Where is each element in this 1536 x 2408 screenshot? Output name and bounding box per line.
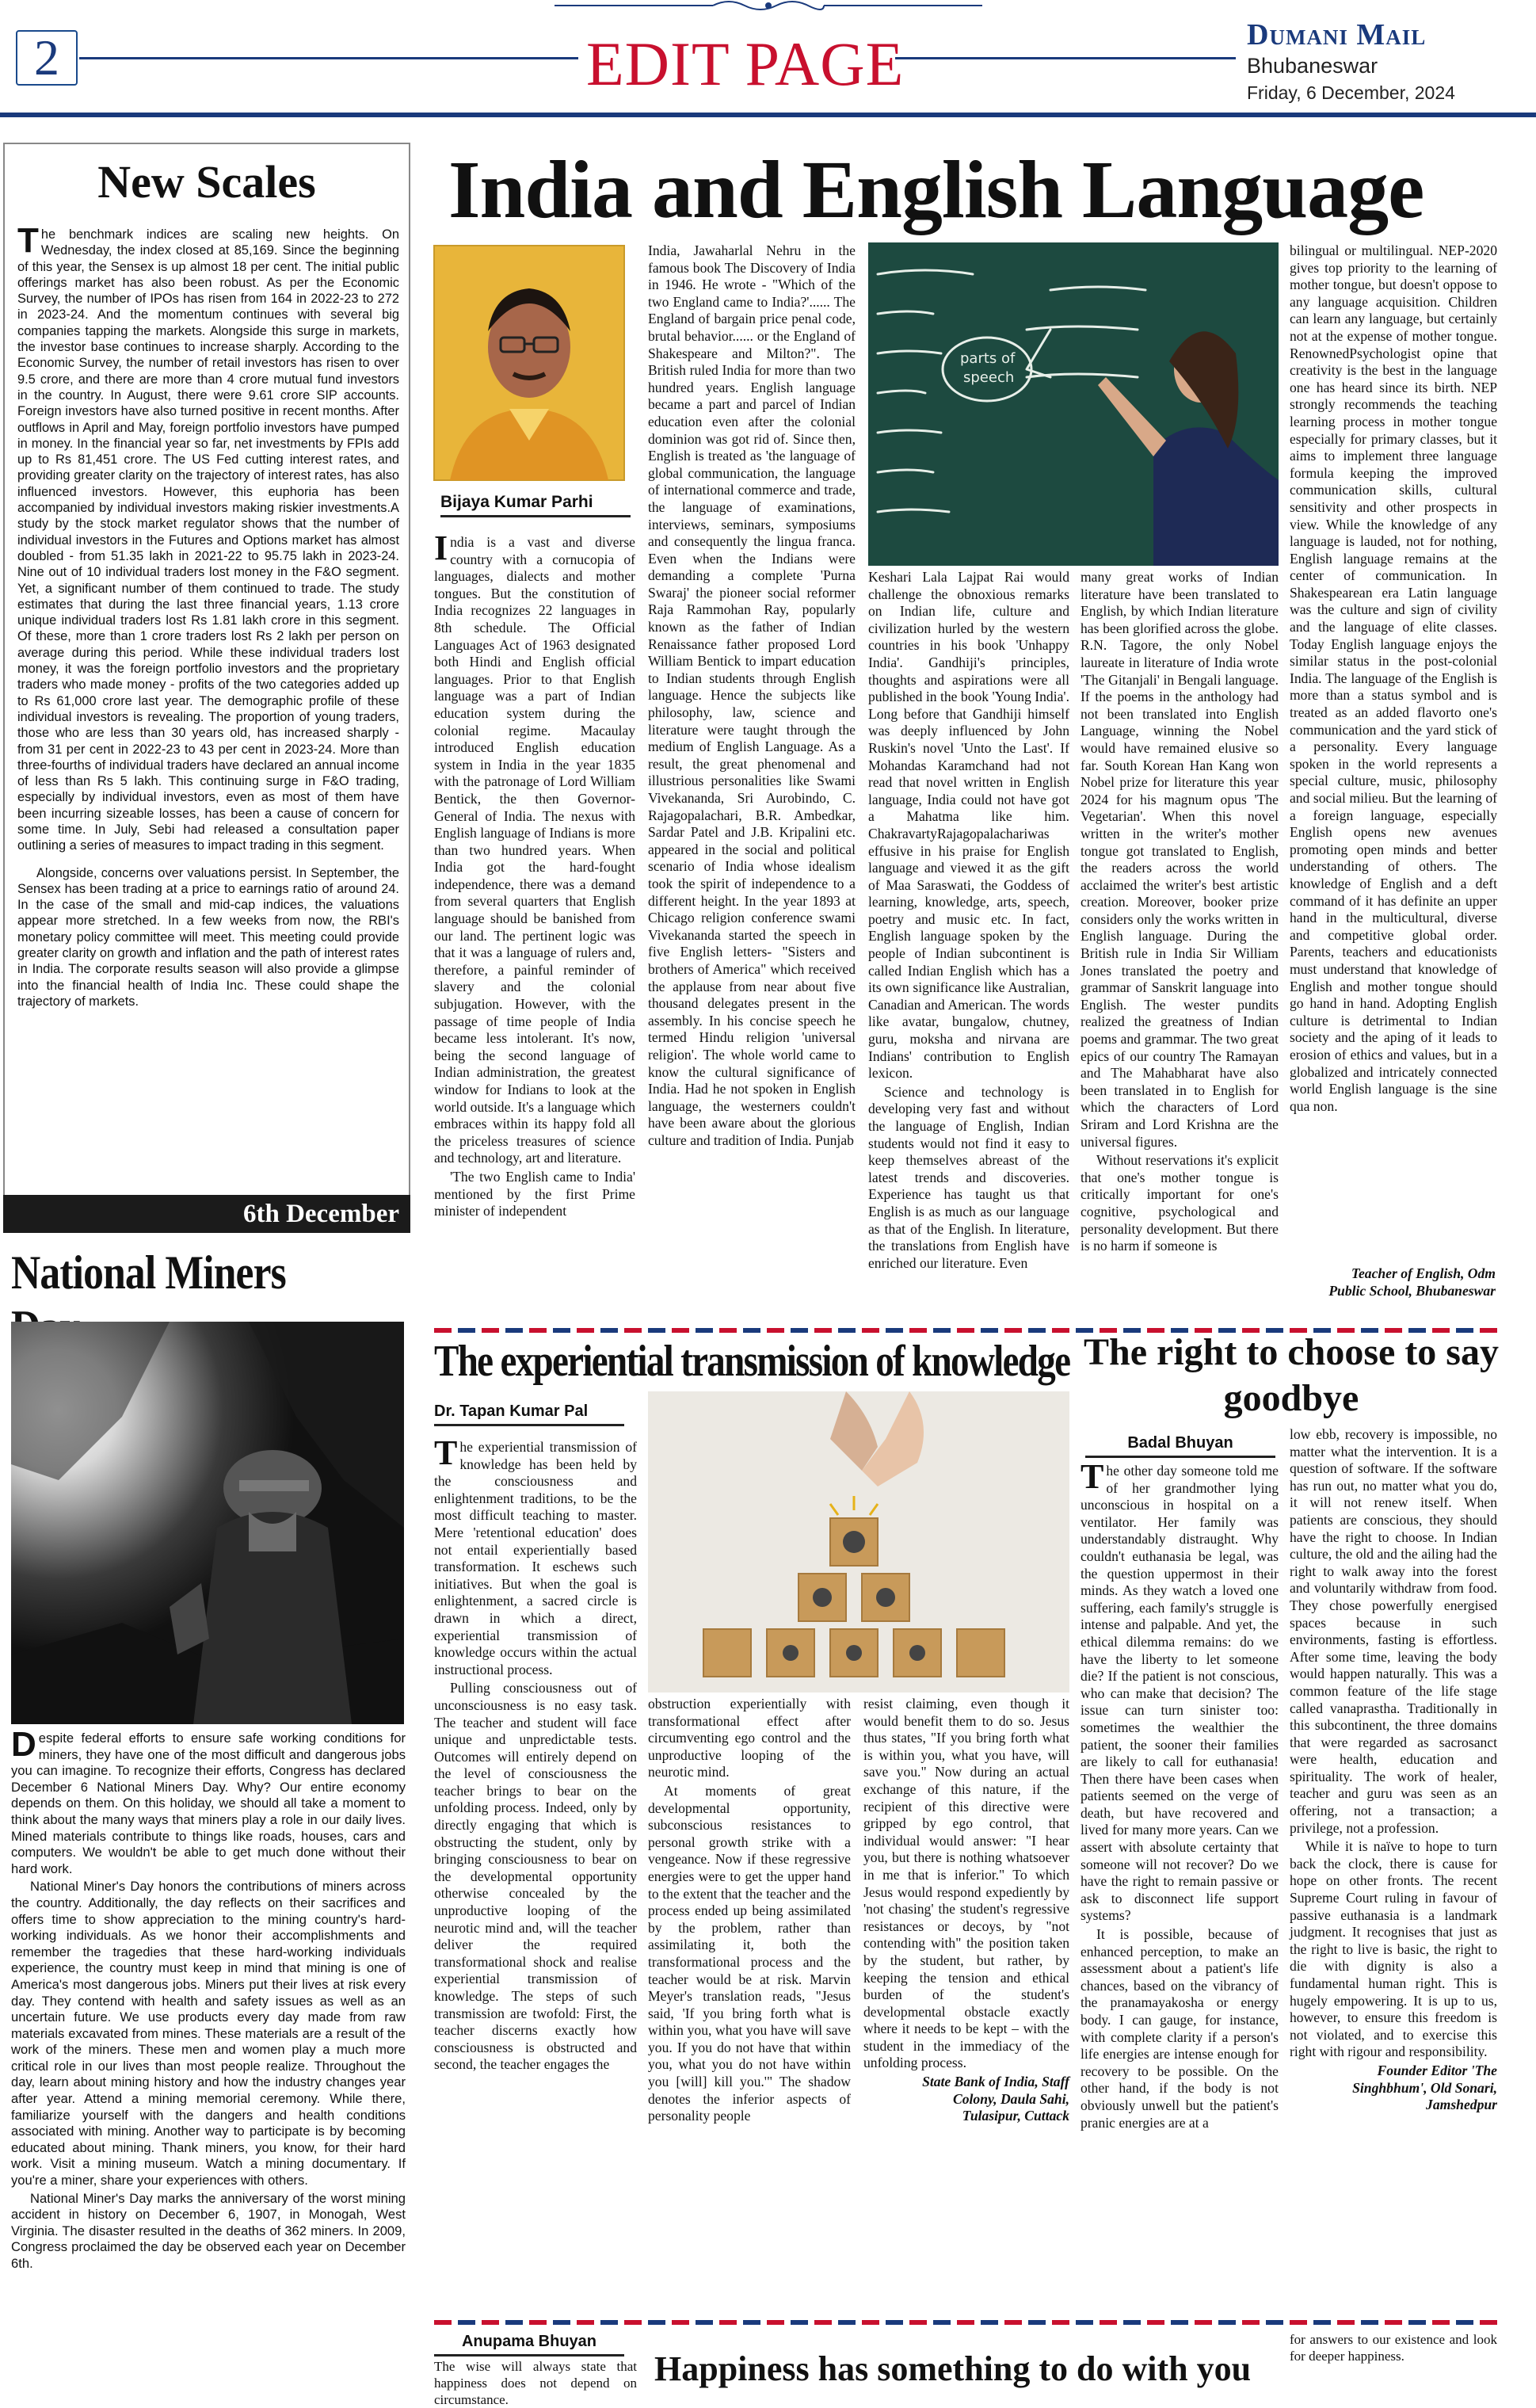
masthead-rule-right [895,57,1236,59]
main-column-3 [868,569,1069,1336]
right-to-choose-column-1 [1081,1457,1279,2326]
right-to-choose-column-2 [1290,1426,1497,2326]
right-to-choose-signature [1290,2063,1497,2114]
experiential-paragraph: At moments of great developmental opportunity, subconscious resistances to personal growth strike with a vengeance. Now if these regressive energies were to get the upper hand to the extent that the teacher and the process ended up being assimilated by the problem, rather than assimilating it, both the transformational process and the teacher would be at risk. Marvin Meyer's translation reads, "Jesus said, 'If you bring forth what is within you, what you have will save you. If you do not have that within you, what you do not have within you [will] kill you.'" The shadow denotes the inferior aspects of personality people [648,1782,851,2124]
happiness-paragraph: for answers to our existence and look for deeper happiness. [1290,2332,1497,2364]
miners-day-body [11,1725,406,2364]
signature-line: Jamshedpur [1426,2097,1497,2113]
signature-line: State Bank of India, Staff [922,2074,1069,2090]
signature-line: Teacher of English, Odm [1351,1265,1496,1281]
signature-line: Tulasipur, Cuttack [962,2108,1069,2124]
main-column-1 [434,529,635,1336]
main-column-4 [1081,569,1279,1336]
masthead-bottom-rule [0,113,1536,117]
paper-city: Bhubaneswar [1247,54,1378,78]
page-number: 2 [16,30,78,86]
author-byline: Bijaya Kumar Parhi [440,493,631,517]
right-to-choose-headline: The right to choose to say goodbye [1084,1331,1499,1419]
experiential-paragraph: resist claiming, even though it would benefit them to do so. Jesus thus states, "If you bring forth what is within you, what you have, will save you." Now during an actual exchange of this nature, if the recipient of this directive were gripped by ego control, that individual would answer: "I hear you, but there is nothing whatsoever in me that is inferior." To which Jesus would respond expediently by 'not chasing' the student's regressive resistances or decoys, by "not contending with" the position taken by the student, but rather, by keeping the tension and ethical burden of the student's developmental obstacle exactly where it needs to be kept – with the student in the immediacy of the unfolding process. [863,1696,1069,2071]
experiential-column-3 [863,1696,1069,2330]
paper-date: Friday, 6 December, 2024 [1247,82,1455,103]
author-photo [434,246,624,480]
section-title: EDIT PAGE [586,29,905,98]
signature-line: Founder Editor 'The [1377,2062,1497,2078]
happiness-column-tail [1290,2331,1497,2369]
board-text: speech [963,369,1015,386]
happiness-headline: Happiness has something to do with you [654,2349,1252,2388]
main-paragraph: Without reservations it's explicit that one's mother tongue is critically important for one's cognitive, psychological and personality development. But there is no harm if someone is [1081,1152,1279,1254]
main-paragraph: 'The two English came to India' mentioned by the first Prime minister of independent [434,1168,635,1219]
miners-day-paragraph: Despite federal efforts to ensure safe working conditions for miners, they have one of the most difficult and dangerous jobs you can imagine. To recognize their efforts, Congress has declared December 6 National Miners Day. Why? Our entire economy depends on them. On this holiday, we should all take a moment to think about the many ways that miners play a role in our daily lives. Mined materials contribute to things like roads, houses, cars and computers. We wouldn't be able to get much done without their hard work. [11,1725,406,1876]
top-ornament [555,0,982,11]
right-to-choose-paragraph: The other day someone told me of her grandmother lying unconscious in hospital on a ventilator. Her family was understandably distraught. Why couldn't euthanasia be legal, was the question uppermost in their minds. As they watch a loved one suffering, each family's struggle is intense and palpable. And yet, the ethical dilemma remains: do we have the liberty to let someone die? If the patient is not conscious, who can make that decision? The issue can turn sinister too: sometimes the wealthier the patient, the sooner their families are likely to call for euthanasia! Then there have been cases when patients seemed on the verge of death, but have recovered and lived for many more years. Can we assert with absolute certainty that someone will not recover? Do we have the right to remain passive or ask to disconnect life support systems? [1081,1457,1279,1924]
new-scales-paragraph: Alongside, concerns over valuations persist. In September, the Sensex has been trading at a price to earnings ratio of around 24. In the case of the small and mid-cap indices, the valuations appear more stretched. In a few weeks from now, the RBI's monetary policy committee will meet. This meeting could provide greater clarity on growth and inflation and the path of interest rates in India. The corporate results season will also provide a glimpse into the financial health of India Inc. These could shape the trajectory of markets. [17,865,399,1009]
miners-day-paragraph: National Miner's Day honors the contributions of miners across the country. Additionally, the day reflects on their sacrifices and offers time to show appreciation to the mining country's hard-working individuals. As we honor their accomplishments and remember the tragedies that these hard-working individuals experience, the country must keep in mind that mining is one of America's most dangerous jobs. Miners put their lives at risk every day. They contend with health and safety issues as well as an uncertain future. We use products every day made from raw materials excavated from mines. These materials are a result of the work of the miners. These men and women play a much more critical role in our lives than most people realize. Throughout the day, learn about mining history and how the industry changes year after year. Attend a mining memorial ceremony. While there, familiarize yourself with the dangers and health conditions associated with mining. Another way to participate is by becoming educated about mining. Thank miners, you know, for their hard work. Visit a mining museum. Watch a mining documentary. If you're a miner, share your experiences with others. [11,1879,406,2189]
signature-line: Singhbhum', Old Sonari, [1352,2079,1497,2096]
new-scales-title: New Scales [97,156,316,208]
main-paragraph: many great works of Indian literature have been translated to English, by which Indian literature has been glorified across the globe. R.N. Tagore, the only Nobel laureate in literature of India wrote 'The Gitanjali' in Bengali language. If the poems in the anthology had not been translated into English Language, winning the Nobel would have remained elusive so far. South Korean Han Kang won Nobel prize for literature this year 2024 for his magnum opus 'The Vegetarian'. When this novel written in the writer's mother tongue got translated to English, the readers across the world acclaimed the writer's best artistic creation. Moreover, booker prize considers only the works written in English language. During the British rule in India Sir William Jones translated the poetry and grammar of Sanskrit language into English. The wester pundits realized the greatness of Indian poems and grammar. The two great epics of our country The Ramayan and The Mahabharat have also been translated in to English for which the characters of Lord Sriram and Lord Krishna are the universal figures. [1081,569,1279,1150]
happiness-column-1 [434,2358,637,2407]
miners-day-title: National Miners [11,1246,286,1299]
happiness-paragraph: The wise will always state that happiness does not depend on circumstance. [434,2359,637,2407]
experiential-column-2 [648,1696,851,2330]
right-to-choose-paragraph: It is possible, because of enhanced perception, to make an assessment about a patient's life chances, based on the vibrancy of the pranamayakosha or energy body. I can gauge, for instance, with complete clarity if a person's life energies are intense enough for recovery to be possible. On the other hand, if the body is not obviously unwell but the patient's pranic energies are at a [1081,1926,1279,2131]
happiness-byline: Anupama Bhuyan [434,2333,624,2356]
author-signature [1290,1265,1496,1299]
experiential-byline: Dr. Tapan Kumar Pal [434,1402,624,1426]
miners-day-paragraph: National Miner's Day marks the anniversary of the worst mining accident in history on December 6, 1907, in Monogah, West Virginia. The disaster resulted in the deaths of 362 miners. In 2009, Congress proclaimed the day be observed each year on December 6th. [11,2190,406,2271]
new-scales-body [17,221,399,1177]
main-paragraph: India, Jawaharlal Nehru in the famous book The Discovery of India in 1946. He wrote - "Which of the two England came to India?'...... The England of bargain price penal code, brutal behavior...... or the England of Shakespeare and Milton?". The British ruled India for more than two hundred years. English language became a part and parcel of Indian education even after the colonial dominion was got rid of. Since then, English is treated as 'the language of global communication, the language of international commerce and trade, the language of examinations, interviews, seminars, symposiums and consequently the lingua franca. Even when the Indians were demanding a complete 'Purna Swaraj' the pioneer social reformer Raja Rammohan Ray, popularly known as the father of Indian Renaissance father proposed Lord William Bentick to impart education to Indian students through English language. Hence the subjects like philosophy, law, science and literature were taught through the medium of English Language. As a result, the great phenomenal and illustrious personalities like Swami Vivekananda, Sri Aurobindo, C. Rajagopalachari, B.R. Ambedkar, Sardar Patel and J.B. Kripalini etc. appeared in the social and political scenario of India whose idealism took the spirit of independence to a different height. In the year 1893 at Chicago religion conference swami Vivekananda started the speech in five English letters- "Sisters and brothers of America" which received the applause from near about five thousand delegates present in the assembly. In his concise speech he termed Hindu religion 'universal religion'. The whole world came to know the cultural significance of India. Had he not spoken in English language, the westerners couldn't have been aware about the glorious culture and tradition of India. Punjab [648,242,856,1148]
right-to-choose-paragraph: While it is naïve to hope to turn back the clock, there is cause for hope on other fronts. The recent Supreme Court ruling in favour of passive euthanasia is a landmark judgment. It recognises that just as the right to live is basic, the right to die with dignity is also a fundamental human right. This is hugely empowering. It is up to us, however, to ensure this freedom is not violated, and to exercise this right with rigour and responsibility. [1290,1838,1497,2060]
main-headline: India and English Language [448,144,1424,235]
main-column-5 [1290,242,1497,1320]
right-to-choose-byline: Badal Bhuyan [1085,1434,1275,1458]
paper-name: Dumani Mail [1247,18,1427,52]
experiential-column-1 [434,1433,637,2330]
signature-line: Colony, Daula Sahi, [953,2090,1069,2107]
experiential-paragraph: obstruction experientially with transformational effect after circumventing ego control and the unproductive looping of the neurotic mind. [648,1696,851,1780]
main-column-2 [648,242,856,1336]
main-paragraph: bilingual or multilingual. NEP-2020 gives top priority to the learning of mother tongue, but doesn't oppose to any language acquisition. Children can learn any language, but certainly not at the expense of mother tongue. RenownedPsychologist opine that creativity is the best in the language one has heard since its birth. NEP strongly recommends the teaching learning process in mother tongue especially for primary classes, but it aims to implement three language formula keeping the improved communication skills, cultural sensitivity and other prospects in view. While the knowledge of any language is lauded, not for nothing, English language remains at the center of communication. In Shakespearean era Latin language was the culture and sign of civility and the language of elite classes. Today English language enjoys the similar status in the post-colonial India. The language of the English is more than a status symbol and is treated as an added flavorto one's communication and the yard stick of a personality. Every language spoken in the world represents a special culture, music, philosophy and social milieu. But the learning of a foreign language, especially English opens new avenues promoting open minds and better understanding of others. The knowledge of English and a deft command of it has definite an upper hand in the multicultural, diverse and competitive global order. Parents, teachers and educationists must understand that knowledge of English and mother tongue should go hand in hand. Adopting English culture is detrimental to Indian society and the aping of it leads to erosion of ethics and values, but in a globalized and intricately connected world English language is the sine qua non. [1290,242,1497,1114]
new-scales-paragraph: The benchmark indices are scaling new heights. On Wednesday, the index closed at 85,169. Since the beginning of this year, the Sensex is up almost 18 per cent. The initial public offerings market has also been robust. As per the Economic Survey, the number of IPOs has risen from 164 in 2022-23 to 272 in 2023-24. And the momentum continues with several big companies tapping the markets. Alongside this surge in markets, the investor base continues to increase sharply. According to the Economic Survey, the number of retail investors has risen to over 9.5 crore, and there are more than 4 crore mutual fund investors in the country. In August, there were 9.61 crore SIP accounts. Foreign investors have also turned positive in recent months. After outflows in April and May, foreign portfolio investors have pumped in money. In the financial year so far, net investments by FPIs add up to Rs 81,451 crore. The US Fed cutting interest rates, and providing greater clarity on the trajectory of interest rates, has also influenced investors. However, this euphoria has been accompanied by individual investors making riskier investments.A study by the stock market regulator shows that the number of individual investors in the Futures and Options market has almost doubled - from 51.35 lakh in 2021-22 to 95.75 lakh in 2023-24. Nine out of 10 individual traders lost money in the F&O segment. Yet, a significant number of them continued to trade. The study estimates that during the last three financial years, 1.13 crore unique individual traders lost Rs 1.81 lakh crore in this segment. Of these, more than 1 crore traders lost Rs 2 lakh per person on average during this period. While these individual traders lost money, it was the foreign portfolio investors and the proprietary traders who made money - profits of the two categories added up to Rs 61,000 crore last year. The demographic profile of these individual investors is revealing. The proportion of young traders, those who are less than 30 years old, has increased sharply - from 31 per cent in 2022-23 to 43 per cent in 2023-24. More than three-fourths of individual traders have declared an annual income of less than Rs 5 lakh. This continuing surge in F&O trading, especially by individual investors, even as most of them have been incurring sizeable losses, has been a cause of concern for some time. In July, Sebi had released a consultation paper outlining a series of measures to impact trading in this segment. [17,221,399,853]
board-text: parts of [960,350,1016,367]
experiential-paragraph: The experiential transmission of knowledge has been held by the consciousness and enlightenment traditions, to be the most difficult teaching to master. Mere 'retentional education' does not entail experientially based transformation. It eschews such initiatives. But when the goal is enlightenment, a sacred circle is drawn in which a direct, experiential transmission of knowledge occurs within the actual instructional process. [434,1433,637,1677]
main-paragraph: Science and technology is developing very fast and without the language of English, Indian students would not find it easy to keep themselves abreast of the latest trends and discoveries. Experience has taught us that English is as much as our language as that of the English. In literature, the translations from English have enriched our literature. Even [868,1083,1069,1271]
experiential-headline: The experiential transmission of knowledge [434,1337,1070,1386]
knowledge-blocks-photo [648,1391,1069,1692]
classroom-photo [868,242,1279,566]
experiential-paragraph: Pulling consciousness out of unconsciousness is no easy task. The teacher and student will face unique and unpredictable tests. Outcomes will entirely depend on the level of consciousness the teacher brings to bear on the unfolding process. Indeed, only by directly engaging that which is obstructing the student, only by bringing consciousness to bear on the developmental opportunity otherwise concealed by the unproductive looping of the neurotic mind and, will the teacher deliver the required transformational shock and realise experiential transmission of knowledge. The steps of such transmission are twofold: First, the teacher discerns exactly how consciousness is obstructed and second, the teacher engages the [434,1680,637,2073]
date-bar: 6th December [3,1195,410,1233]
signature-line: Public School, Bhubaneswar [1328,1283,1496,1299]
experiential-signature [863,2074,1069,2125]
right-to-choose-paragraph: low ebb, recovery is impossible, no matter what the intervention. It is a question of software. If the software has run out, no matter what you do, it will not renew itself. When patients are conscious, they should have the right to choose. In Indian culture, the old and the ailing had the right to walk away into the forest and voluntarily withdraw from food. They chose powerfully energised spaces because in such environments, fasting is effortless. After some time, leaving the body would happen naturally. This was a common feature of the life stage called vanaprastha. Traditionally in this subcontinent, the three domains that were regarded as sacrosanct were health, education and spirituality. The work of healer, teacher and guru was seen as an offering, not a transaction; a privilege, not a profession. [1290,1426,1497,1836]
masthead-rule-left [79,57,578,59]
miner-photo [11,1322,404,1724]
main-paragraph: India is a vast and diverse country with a cornucopia of languages, dialects and mother tongues. But the constitution of India recognizes 22 languages in 8th schedule. The Official Languages Act of 1963 designated both Hindi and English official languages. Prior to that English language was a part of Indian education system during the colonial regime. Macaulay introduced English education system in India in the year 1835 with the patronage of Lord William Bentick, the then Governor- General of India. The nexus with English language of Indians is more than two hundred years. When India got the hard-fought independence, there was a demand from several quarters that English language should be banished from our land. The pertinent logic was that it was a language of rulers and, therefore, a painful reminder of slavery and the colonial subjugation. However, with the passage of time people of India became less intolerant. It's now, being the second language of Indian administration, the greatest window for Indians to look at the world outside. It's a language which embraces within its happy fold all the priceless treasures of science and technology, art and literature. [434,529,635,1166]
main-paragraph: Keshari Lala Lajpat Rai would challenge the obnoxious remarks on Indian life, culture and civilization hurled by the western countries in his book 'Unhappy India'. Gandhiji's principles, thoughts and aspirations were all published in the book 'Young India'. Long before that Gandhiji himself was deeply influenced by John Ruskin's novel 'Unto the Last'. If Mohandas Karamchand had not read that novel written in English language, India could not have got a Mahatma like him. ChakravartyRajagopalachariwas effusive in his praise for English language and viewed it as the gift of Maa Saraswati, the Goddess of learning, knowledge, arts, speech, poetry and music etc. In fact, English language spoken by the people of Indian subcontinent is called Indian English which has a its own significance like Australian, Canadian and American. The words like avatar, bungalow, chutney, guru, moksha and nirvana are Indians' contribution to English lexicon. [868,569,1069,1082]
